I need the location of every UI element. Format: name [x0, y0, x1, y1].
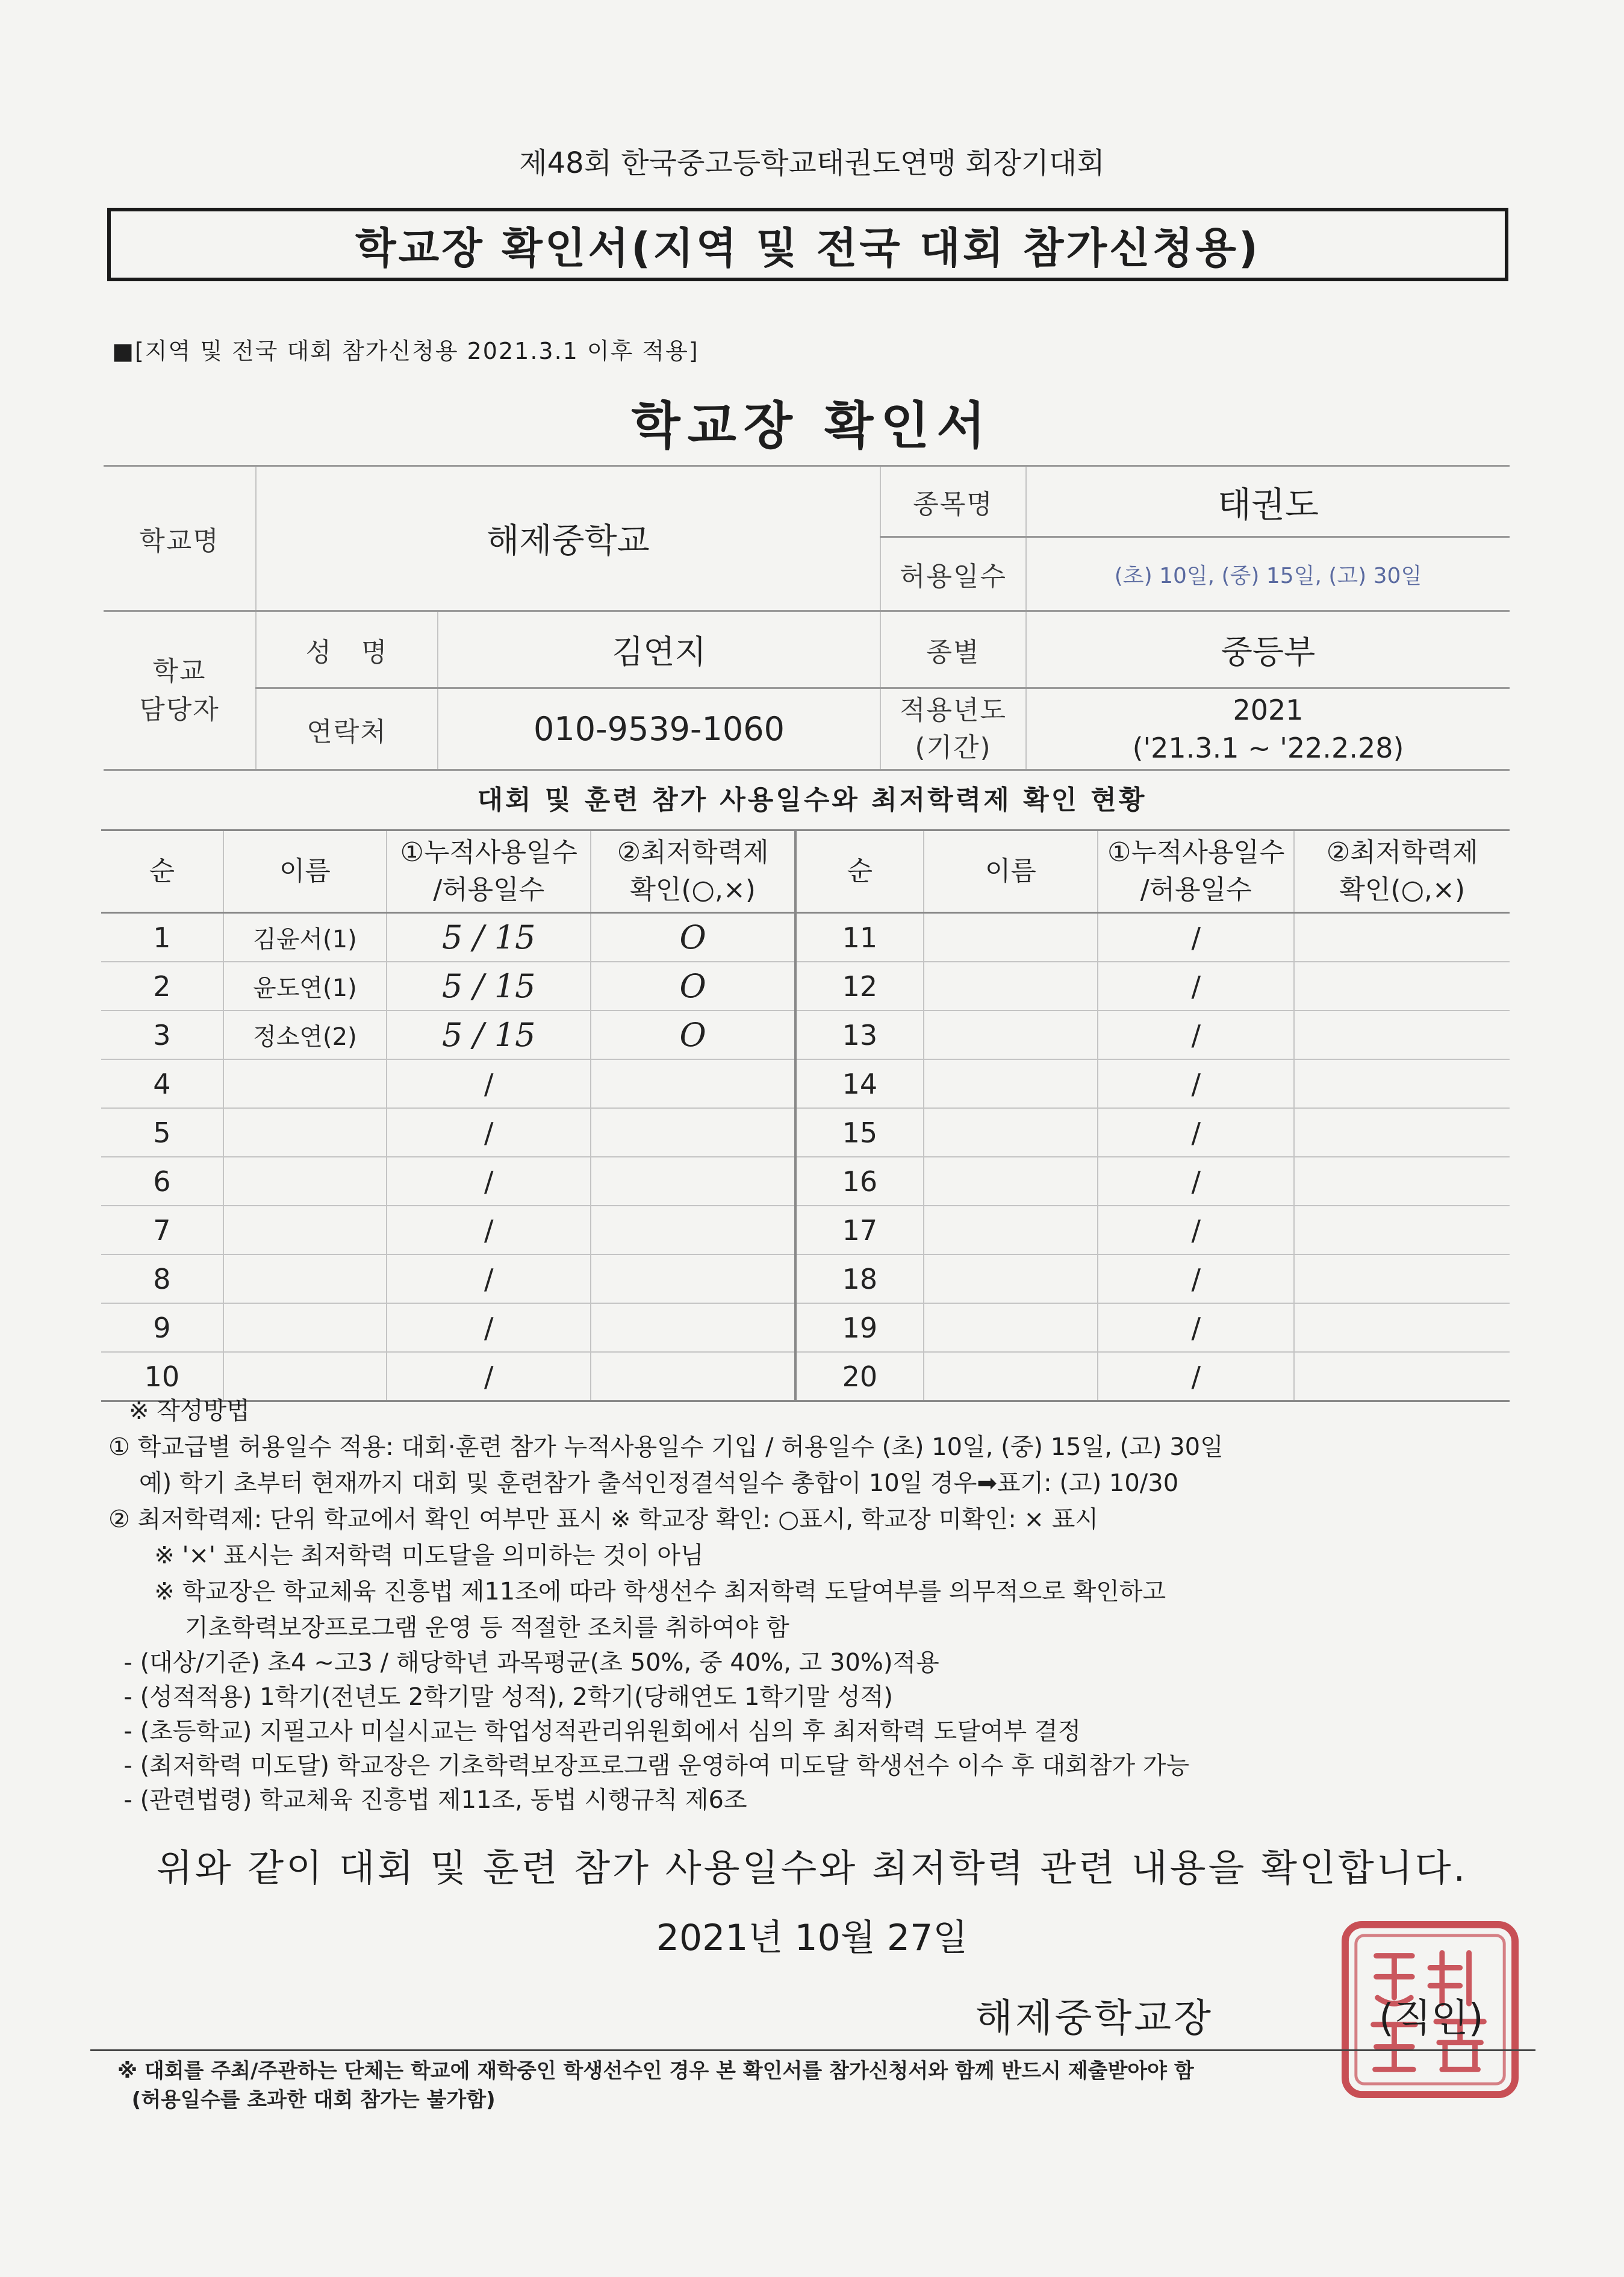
instruction-line: - (성적적용) 1학기(전년도 2학기말 성적), 2학기(당해연도 1학기말 성적) — [108, 1683, 894, 1711]
instruction-line: ① 학교급별 허용일수 적용: 대회·훈련 참가 누적사용일수 기입 / 허용일수 (초) 10일, (중) 15일, (고) 30일 — [108, 1433, 1224, 1461]
footer-notice — [117, 2057, 1194, 2114]
row-no: 8 — [101, 1254, 223, 1303]
student-name — [924, 1157, 1098, 1206]
row-no: 19 — [795, 1303, 924, 1352]
used-days: 5 / 15 — [387, 1011, 591, 1059]
apply-year-value: 2021 ('21.3.1 ~ '22.2.28) — [1026, 688, 1510, 770]
row-no: 10 — [101, 1352, 223, 1401]
instruction-line: - (최저학력 미도달) 학교장은 기초학력보장프로그램 운영하여 미도달 학생선수 이수 후 대회참가 가능 — [108, 1752, 1190, 1780]
student-name — [223, 1059, 387, 1108]
usage-section-title: 대회 및 훈련 참가 사용일수와 최저학력제 확인 현황 — [477, 785, 1147, 815]
used-days: / — [1098, 962, 1294, 1011]
apply-year-label: 적용년도 (기간) — [880, 688, 1026, 770]
student-name — [924, 962, 1098, 1011]
student-name — [924, 1108, 1098, 1157]
student-name — [223, 1108, 387, 1157]
minimum-academic-check — [1294, 1157, 1510, 1206]
used-days: / — [387, 1254, 591, 1303]
minimum-academic-check — [591, 1206, 795, 1254]
contact-label: 연락처 — [256, 688, 438, 770]
row-no: 14 — [795, 1059, 924, 1108]
table-row — [101, 1108, 1510, 1157]
minimum-academic-check — [1294, 1108, 1510, 1157]
confirmation-statement: 위와 같이 대회 및 훈련 참가 사용일수와 최저학력 관련 내용을 확인합니다. — [156, 1846, 1468, 1890]
row-no: 11 — [795, 913, 924, 962]
used-days: / — [1098, 1157, 1294, 1206]
minimum-academic-check — [591, 1254, 795, 1303]
row-no: 1 — [101, 913, 223, 962]
instruction-line: ※ '×' 표시는 최저학력 미도달을 의미하는 것이 아님 — [108, 1542, 704, 1569]
row-no: 9 — [101, 1303, 223, 1352]
school-name-label: 학교명 — [104, 466, 256, 611]
header-check: ②최저학력제 확인(○,×) — [1294, 830, 1510, 913]
used-days: 5 / 15 — [387, 913, 591, 962]
used-days: / — [1098, 1059, 1294, 1108]
table-row — [101, 1011, 1510, 1059]
student-name — [924, 913, 1098, 962]
student-name: 정소연(2) — [223, 1011, 387, 1059]
student-name — [223, 1254, 387, 1303]
main-title: 학교장 확인서 — [631, 396, 993, 455]
row-no: 16 — [795, 1157, 924, 1206]
table-row — [101, 1059, 1510, 1108]
used-days: / — [387, 1108, 591, 1157]
instruction-line: ※ 학교장은 학교체육 진흥법 제11조에 따라 학생선수 최저학력 도달여부를 의무적으로 확인하고 — [108, 1578, 1166, 1606]
row-no: 15 — [795, 1108, 924, 1157]
instruction-line: - (관련법령) 학교체육 진흥법 제11조, 동법 시행규칙 제6조 — [108, 1786, 747, 1814]
instruction-line: - (초등학교) 지필고사 미실시교는 학업성적관리위원회에서 심의 후 최저학력 도달여부 결정 — [108, 1718, 1081, 1745]
table-row — [101, 1157, 1510, 1206]
student-name — [223, 1157, 387, 1206]
footer-line: ※ 대회를 주최/주관하는 단체는 학교에 재학중인 학생선수인 경우 본 확인서를 참가신청서와 함께 반드시 제출받아야 함 — [117, 2059, 1194, 2083]
row-no: 5 — [101, 1108, 223, 1157]
used-days: 5 / 15 — [387, 962, 591, 1011]
minimum-academic-check — [591, 1059, 795, 1108]
table-row — [101, 913, 1510, 962]
allowed-days-value: (초) 10일, (중) 15일, (고) 30일 — [1026, 537, 1510, 611]
row-no: 6 — [101, 1157, 223, 1206]
header-days: ①누적사용일수 /허용일수 — [1098, 830, 1294, 913]
instruction-line: ② 최저학력제: 단위 학교에서 확인 여부만 표시 ※ 학교장 확인: ○표시, 학교장 미확인: × 표시 — [108, 1506, 1099, 1533]
used-days: / — [1098, 1108, 1294, 1157]
table-row — [101, 962, 1510, 1011]
row-no: 7 — [101, 1206, 223, 1254]
used-days: / — [1098, 1254, 1294, 1303]
division-label: 종별 — [880, 611, 1026, 688]
instruction-line: 예) 학기 초부터 현재까지 대회 및 훈련참가 출석인정결석일수 총합이 10일 경우➡표기: (고) 10/30 — [108, 1469, 1179, 1497]
header-days: ①누적사용일수 /허용일수 — [387, 830, 591, 913]
minimum-academic-check — [1294, 1011, 1510, 1059]
row-no: 13 — [795, 1011, 924, 1059]
allowed-days-label: 허용일수 — [880, 537, 1026, 611]
row-no: 2 — [101, 962, 223, 1011]
apply-note: ■[지역 및 전국 대회 참가신청용 2021.3.1 이후 적용] — [112, 338, 699, 364]
principal-signature: 해제중학교장 — [975, 1996, 1213, 2041]
student-name: 김윤서(1) — [223, 913, 387, 962]
minimum-academic-check: O — [591, 913, 795, 962]
document-date: 2021년 10월 27일 — [656, 1917, 968, 1959]
school-manager-label: 학교 담당자 — [104, 611, 256, 770]
table-row — [101, 1206, 1510, 1254]
header-no: 순 — [795, 830, 924, 913]
used-days: / — [1098, 1352, 1294, 1401]
minimum-academic-check — [591, 1157, 795, 1206]
row-no: 4 — [101, 1059, 223, 1108]
student-name — [924, 1206, 1098, 1254]
header-no: 순 — [101, 830, 223, 913]
instructions-heading: ※ 작성방법 — [129, 1397, 250, 1425]
minimum-academic-check: O — [591, 962, 795, 1011]
student-name — [924, 1059, 1098, 1108]
row-no: 3 — [101, 1011, 223, 1059]
contact-value: 010-9539-1060 — [438, 688, 880, 770]
header-check: ②최저학력제 확인(○,×) — [591, 830, 795, 913]
used-days: / — [387, 1157, 591, 1206]
info-table — [104, 465, 1510, 771]
footer-divider — [90, 2049, 1535, 2051]
used-days: / — [387, 1059, 591, 1108]
used-days: / — [1098, 913, 1294, 962]
usage-table — [101, 829, 1510, 1402]
table-row — [101, 1303, 1510, 1352]
sport-label: 종목명 — [880, 466, 1026, 537]
student-name — [924, 1011, 1098, 1059]
manager-name-label: 성 명 — [256, 611, 438, 688]
used-days: / — [387, 1352, 591, 1401]
document-title: 학교장 확인서(지역 및 전국 대회 참가신청용) — [355, 223, 1260, 273]
minimum-academic-check — [1294, 1206, 1510, 1254]
minimum-academic-check — [1294, 1303, 1510, 1352]
manager-name-value: 김연지 — [438, 611, 880, 688]
minimum-academic-check — [1294, 913, 1510, 962]
student-name — [924, 1254, 1098, 1303]
division-value: 중등부 — [1026, 611, 1510, 688]
used-days: / — [1098, 1303, 1294, 1352]
student-name — [924, 1303, 1098, 1352]
used-days: / — [1098, 1011, 1294, 1059]
minimum-academic-check — [1294, 1059, 1510, 1108]
used-days: / — [387, 1303, 591, 1352]
row-no: 20 — [795, 1352, 924, 1401]
footer-line: (허용일수를 초과한 대회 참가는 불가함) — [117, 2088, 496, 2112]
instruction-line: - (대상/기준) 초4 ~고3 / 해당학년 과목평균(초 50%, 중 40%, 고 30%)적용 — [108, 1649, 939, 1677]
school-name-value: 해제중학교 — [256, 466, 880, 611]
minimum-academic-check — [591, 1108, 795, 1157]
row-no: 18 — [795, 1254, 924, 1303]
instruction-line: 기초학력보장프로그램 운영 등 적절한 조치를 취하여야 함 — [108, 1614, 789, 1642]
instructions — [108, 1393, 1542, 1818]
student-name — [223, 1303, 387, 1352]
minimum-academic-check — [1294, 1254, 1510, 1303]
student-name — [223, 1206, 387, 1254]
sport-value: 태권도 — [1026, 466, 1510, 537]
header-name: 이름 — [924, 830, 1098, 913]
table-row — [101, 1254, 1510, 1303]
minimum-academic-check: O — [591, 1011, 795, 1059]
event-title: 제48회 한국중고등학교태권도연맹 회장기대회 — [519, 146, 1105, 180]
header-name: 이름 — [223, 830, 387, 913]
minimum-academic-check — [1294, 962, 1510, 1011]
row-no: 17 — [795, 1206, 924, 1254]
minimum-academic-check — [591, 1303, 795, 1352]
used-days: / — [1098, 1206, 1294, 1254]
document-title-box — [107, 208, 1508, 281]
row-no: 12 — [795, 962, 924, 1011]
student-name: 윤도연(1) — [223, 962, 387, 1011]
used-days: / — [387, 1206, 591, 1254]
seal-label: (직인) — [1379, 1996, 1484, 2041]
